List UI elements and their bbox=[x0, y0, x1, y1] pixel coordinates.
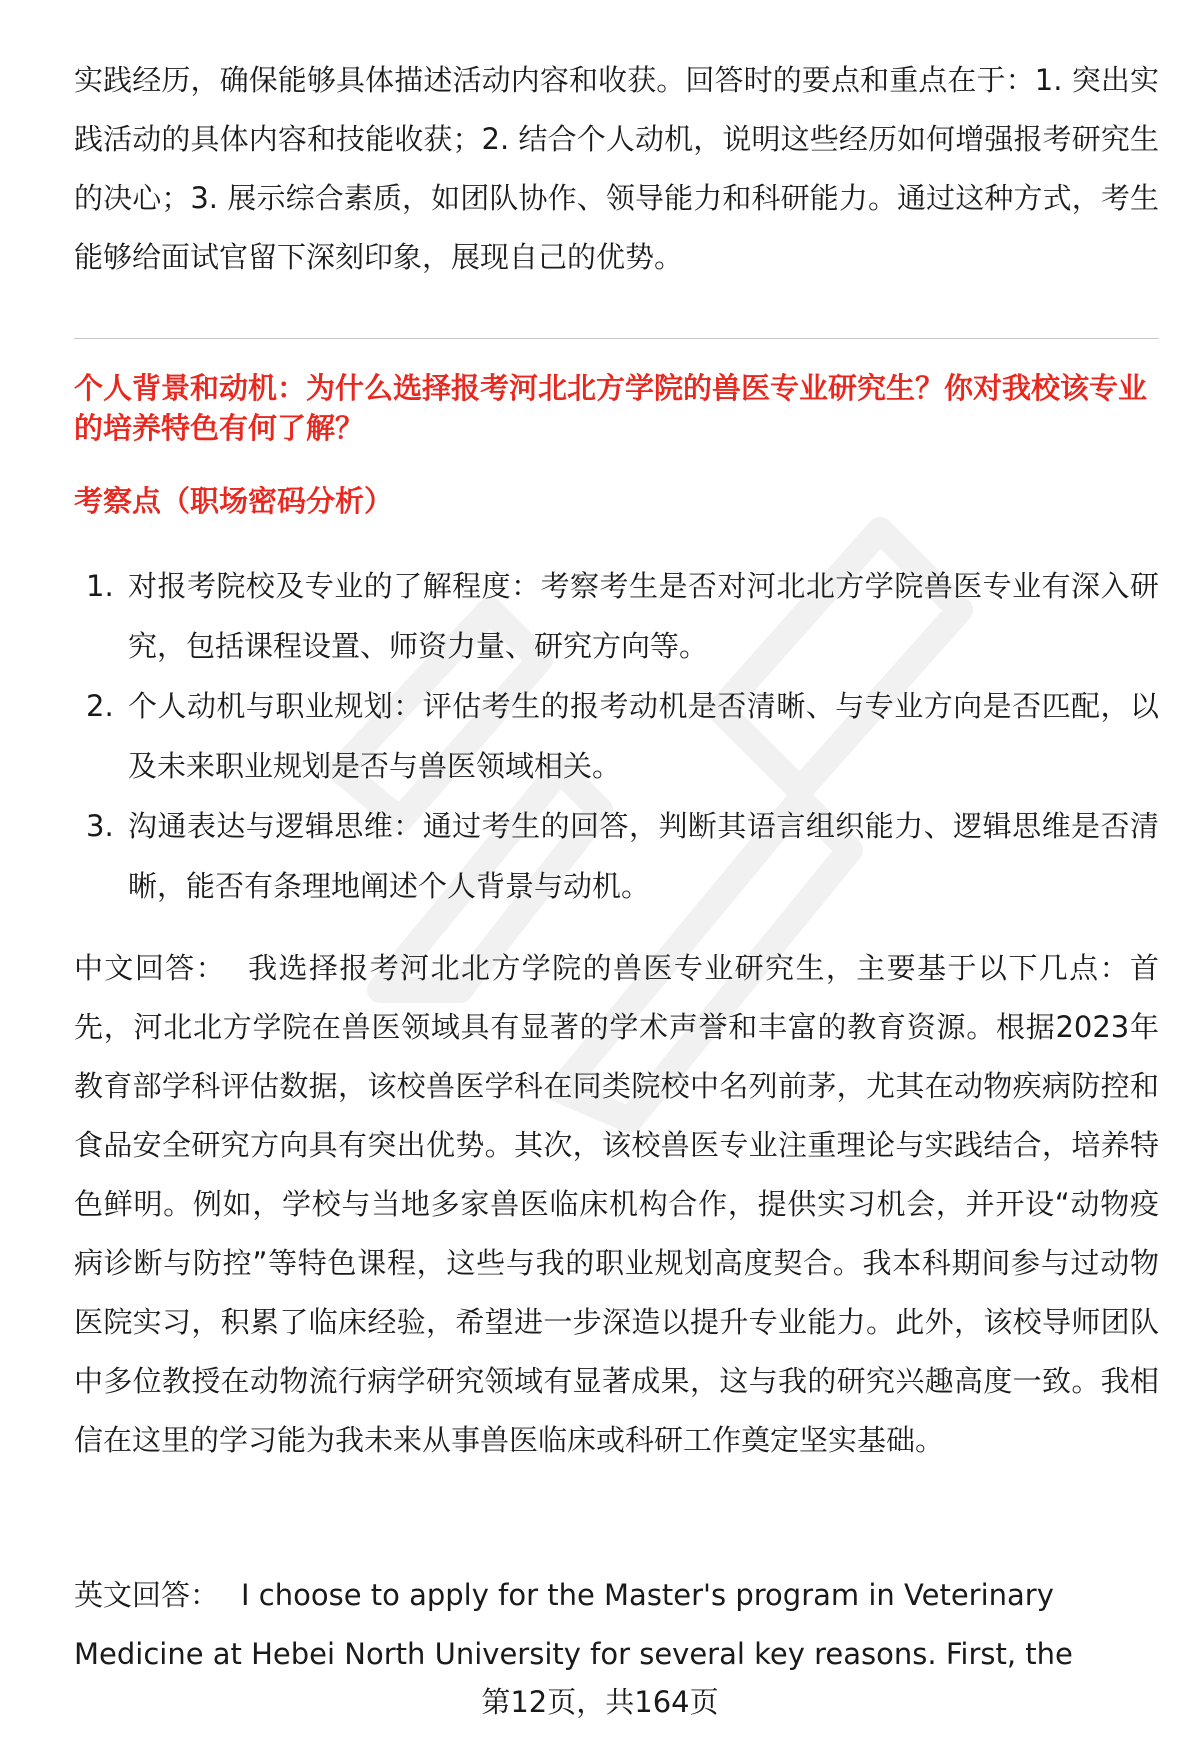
assessment-list bbox=[74, 556, 1159, 916]
chinese-answer-paragraph bbox=[74, 939, 1159, 1470]
list-item-text: 对报考院校及专业的了解程度：考察考生是否对河北北方学院兽医专业有深入研究，包括课程设置、师资力量、研究方向等。 bbox=[128, 569, 1159, 663]
list-item-number: 2. bbox=[86, 689, 114, 723]
page-number-footer: 第12页，共164页 bbox=[481, 1685, 719, 1719]
chinese-answer-text: 我选择报考河北北方学院的兽医专业研究生，主要基于以下几点：首先，河北北方学院在兽医领域具有显著的学术声誉和丰富的教育资源。根据2023年教育部学科评估数据，该校兽医学科在同类院校中名列前茅，尤其在动物疾病防控和食品安全研究方向具有突出优势。其次，该校兽医专业注重理论与实践结合，培养特色鲜明。例如，学校与当地多家兽医临床机构合作，提供实习机会，并开设“动物疫病诊断与防控”等特色课程，这些与我的职业规划高度契合。我本科期间参与过动物医院实习，积累了临床经验，希望进一步深造以提升专业能力。此外，该校导师团队中多位教授在动物流行病学研究领域有显著成果，这与我的研究兴趣高度一致。我相信在这里的学习能为我未来从事兽医临床或科研工作奠定坚实基础。 bbox=[74, 951, 1159, 1457]
list-item bbox=[74, 556, 1159, 676]
question-title: 个人背景和动机：为什么选择报考河北北方学院的兽医专业研究生？你对我校该专业的培养特色有何了解？ bbox=[74, 371, 1148, 445]
section-divider bbox=[74, 338, 1159, 339]
list-item bbox=[74, 796, 1159, 916]
intro-paragraph: 实践经历，确保能够具体描述活动内容和收获。回答时的要点和重点在于：1. 突出实践活动的具体内容和技能收获；2. 结合个人动机，说明这些经历如何增强报考研究生的决心；3. 展示综合素质，如团队协作、领导能力和科研能力。通过这种方式，考生能够给面试官留下深刻印象，展现自己的优势。 bbox=[74, 63, 1159, 274]
english-answer-label: 英文回答： bbox=[74, 1578, 220, 1612]
english-answer-text: I choose to apply for the Master's program in Veterinary Medicine at Hebei North University for several key reasons. First, the bbox=[74, 1578, 1073, 1671]
list-item-text: 个人动机与职业规划：评估考生的报考动机是否清晰、与专业方向是否匹配，以及未来职业规划是否与兽医领域相关。 bbox=[128, 689, 1159, 783]
assessment-heading: 考察点（职场密码分析） bbox=[74, 484, 394, 518]
english-answer-paragraph bbox=[74, 1566, 1074, 1684]
chinese-answer-label: 中文回答： bbox=[74, 951, 227, 985]
list-item-text: 沟通表达与逻辑思维：通过考生的回答，判断其语言组织能力、逻辑思维是否清晰，能否有条理地阐述个人背景与动机。 bbox=[128, 809, 1159, 903]
list-item-number: 3. bbox=[86, 809, 114, 843]
list-item bbox=[74, 676, 1159, 796]
list-item-number: 1. bbox=[86, 569, 114, 603]
